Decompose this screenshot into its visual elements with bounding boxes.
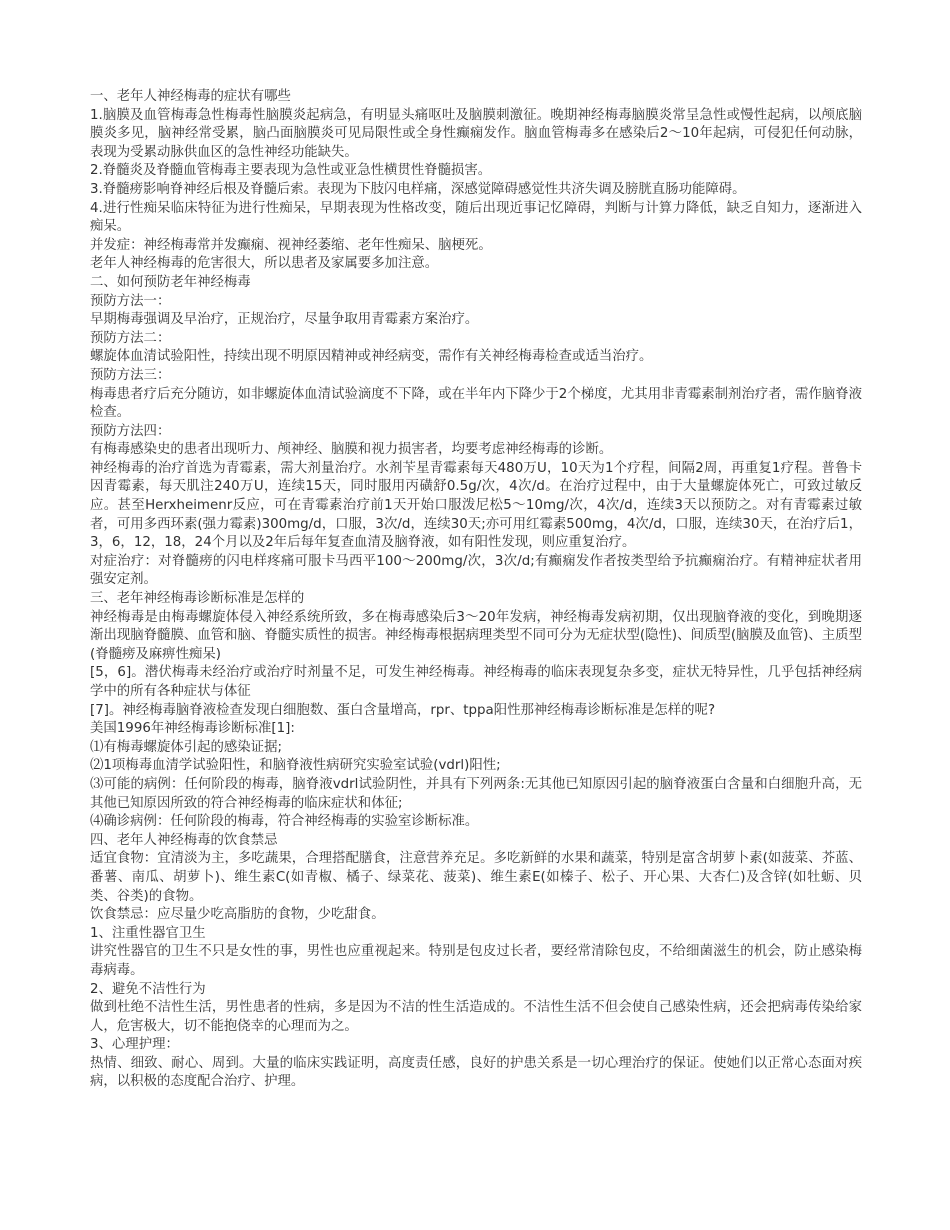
paragraph: 饮食禁忌：应尽量少吃高脂肪的食物，少吃甜食。 xyxy=(90,907,385,923)
paragraph: 螺旋体血清试验阳性，持续出现不明原因精神或神经病变，需作有关神经梅毒检查或适当治疗。 xyxy=(90,349,653,365)
list-item: ⑵1项梅毒血清学试验阳性，和脑脊液性病研究实验室试验(vdrl)阳性; xyxy=(90,758,501,774)
subheading: 预防方法二： xyxy=(90,330,171,346)
paragraph: 2.脊髓炎及脊髓血管梅毒主要表现为急性或亚急性横贯性脊髓损害。 xyxy=(90,163,492,179)
list-item: ⑴有梅毒螺旋体引起的感染证据; xyxy=(90,739,282,755)
paragraph: 并发症：神经梅毒常并发癫痫、视神经萎缩、老年性痴呆、脑梗死。 xyxy=(90,237,492,253)
paragraph: 老年人神经梅毒的危害很大，所以患者及家属要多加注意。 xyxy=(90,256,439,272)
list-item: ⑷确诊病例：任何阶段的梅毒，符合神经梅毒的实验室诊断标准。 xyxy=(90,814,479,830)
subheading: 预防方法一： xyxy=(90,293,171,309)
subheading: 预防方法三： xyxy=(90,367,171,383)
section-heading-diagnosis: 三、老年神经梅毒诊断标准是怎样的 xyxy=(90,591,305,607)
paragraph: 1.脑膜及血管梅毒急性梅毒性脑膜炎起病急，有明显头痛呕吐及脑膜刺激征。晚期神经梅毒脑膜炎常呈急性或慢性起病，以颅底脑膜炎多见，脑神经常受累，脑凸面脑膜炎可见局限性或全身性癫痫发作。脑血管梅毒多在感染后2～10年起病，可侵犯任何动脉，表现为受累动脉供血区的急性神经功能缺失。 xyxy=(90,107,862,160)
paragraph: 梅毒患者疗后充分随访，如非螺旋体血清试验滴度不下降，或在半年内下降少于2个梯度，尤其用非青霉素制剂治疗者，需作脑脊液检查。 xyxy=(90,386,862,421)
section-heading-symptoms: 一、老年人神经梅毒的症状有哪些 xyxy=(90,89,291,104)
section-heading-diet: 四、老年人神经梅毒的饮食禁忌 xyxy=(90,832,278,848)
paragraph: 4.进行性痴呆临床特征为进行性痴呆，早期表现为性格改变，随后出现近事记忆障碍，判断与计算力降低，缺乏自知力，逐渐进入痴呆。 xyxy=(90,200,862,235)
list-item: ⑶可能的病例：任何阶段的梅毒，脑脊液vdrl试验阴性，并具有下列两条:无其他已知原因引起的脑脊液蛋白含量和白细胞升高，无其他已知原因所致的符合神经梅毒的临床症状和体征; xyxy=(90,776,862,811)
subheading: 2、避免不洁性行为 xyxy=(90,981,206,997)
paragraph: 热情、细致、耐心、周到。大量的临床实践证明，高度责任感，良好的护患关系是一切心理治疗的保证。使她们以正常心态面对疾病，以积极的态度配合治疗、护理。 xyxy=(90,1055,862,1090)
paragraph: [5，6]。潜伏梅毒未经治疗或治疗时剂量不足，可发生神经梅毒。神经梅毒的临床表现复杂多变，症状无特异性，几乎包括神经病学中的所有各种症状与体征 xyxy=(90,665,862,699)
paragraph: 做到杜绝不洁性生活，男性患者的性病，多是因为不洁的性生活造成的。不洁性生活不但会使自己感染性病，还会把病毒传染给家人，危害极大，切不能抱侥幸的心理而为之。 xyxy=(90,1000,862,1034)
paragraph: 3.脊髓痨影响脊神经后根及脊髓后索。表现为下肢闪电样痛，深感觉障碍感觉性共济失调及膀胱直肠功能障碍。 xyxy=(90,181,746,197)
paragraph: 神经梅毒的治疗首选为青霉素，需大剂量治疗。水剂苄星青霉素每天480万U，10天为1个疗程，间隔2周，再重复1疗程。普鲁卡因青霉素，每天肌注240万U，连续15天，同时服用丙磺舒0.5g/次，4次/d。在治疗过程中，由于大量螺旋体死亡，可致过敏反应。甚至Herxheimenr反应，可在青霉素治疗前1天开始口服泼尼松5～10mg/次，4次/d，连续3天以预防之。对有青霉素过敏者，可用多西环素(强力霉素)300mg/d，口服，3次/d，连续30天;亦可用红霉素500mg，4次/d，口服，连续30天，在治疗后1，3，6，12，18，24个月以及2年后每年复查血清及脑脊液，如有阳性发现，则应重复治疗。 xyxy=(90,460,862,551)
subheading: 预防方法四： xyxy=(90,423,171,439)
section-heading-prevention: 二、如何预防老年神经梅毒 xyxy=(90,274,251,290)
paragraph: 适宜食物：宜清淡为主，多吃蔬果，合理搭配膳食，注意营养充足。多吃新鲜的水果和蔬菜，特别是富含胡萝卜素(如菠菜、芥蓝、番薯、南瓜、胡萝卜)、维生素C(如青椒、橘子、绿菜花、菠菜)、维生素E(如榛子、松子、开心果、大杏仁)及含锌(如牡蛎、贝类、谷类)的食物。 xyxy=(90,851,862,904)
paragraph: 神经梅毒是由梅毒螺旋体侵入神经系统所致，多在梅毒感染后3～20年发病，神经梅毒发病初期，仅出现脑脊液的变化，到晚期逐渐出现脑脊髓膜、血管和脑、脊髓实质性的损害。神经梅毒根据病理类型不同可分为无症状型(隐性)、间质型(脑膜及血管)、主质型(脊髓痨及麻痹性痴呆) xyxy=(90,609,862,662)
document-body xyxy=(90,88,862,1092)
subheading: 3、心理护理： xyxy=(90,1037,179,1053)
paragraph: 讲究性器官的卫生不只是女性的事，男性也应重视起来。特别是包皮过长者，要经常清除包皮，不给细菌滋生的机会，防止感染梅毒病毒。 xyxy=(90,944,862,978)
paragraph: 美国1996年神经梅毒诊断标准[1]: xyxy=(90,721,295,737)
paragraph: 对症治疗：对脊髓痨的闪电样疼痛可服卡马西平100～200mg/次，3次/d;有癫痫发作者按类型给予抗癫痫治疗。有精神症状者用强安定剂。 xyxy=(90,553,862,588)
paragraph: 早期梅毒强调及早治疗，正规治疗，尽量争取用青霉素方案治疗。 xyxy=(90,312,479,328)
paragraph: [7]。神经梅毒脑脊液检查发现白细胞数、蛋白含量增高，rpr、tppa阳性那神经梅毒诊断标准是怎样的呢? xyxy=(90,702,716,718)
paragraph: 有梅毒感染史的患者出现听力、颅神经、脑膜和视力损害者，均要考虑神经梅毒的诊断。 xyxy=(90,442,613,458)
subheading: 1、注重性器官卫生 xyxy=(90,925,206,941)
